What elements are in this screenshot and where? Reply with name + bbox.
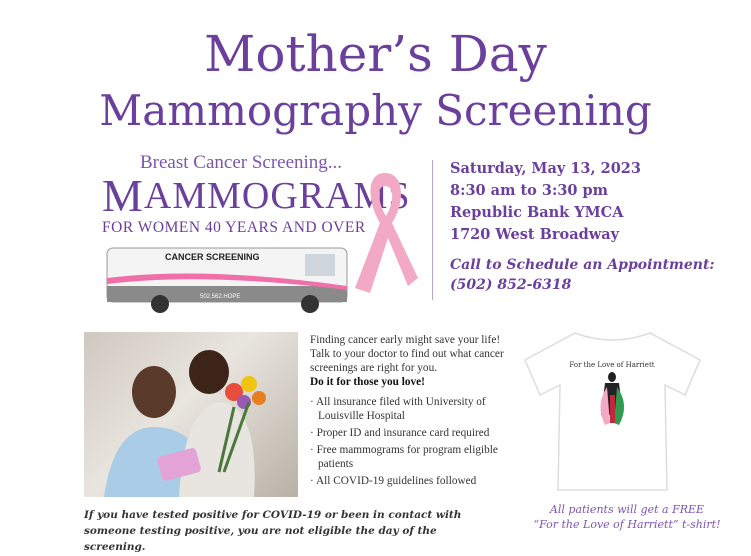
mother-daughter-photo — [84, 332, 298, 497]
body-text — [310, 333, 515, 491]
headline-rest: AMMOGRAMS — [143, 175, 411, 217]
bus-label: CANCER SCREENING — [165, 252, 260, 262]
headline-initial: M — [102, 170, 144, 221]
event-venue: Republic Bank YMCA — [450, 204, 624, 221]
pink-ribbon-icon — [350, 168, 420, 298]
shirt-print-text: For the Love of Harriett — [569, 361, 655, 369]
event-time: 8:30 am to 3:30 pm — [450, 182, 609, 199]
shirt-caption — [508, 502, 746, 532]
call-label: Call to Schedule an Appointment: — [450, 257, 715, 273]
caption-line-2: “For the Love of Harriett” t-shirt! — [533, 518, 721, 531]
promo-audience: FOR WOMEN 40 YEARS AND OVER — [102, 219, 366, 236]
emphasis-text: Do it for those you love! — [310, 376, 425, 388]
covid-notice: If you have tested positive for COVID-19 or been in contact with someone testing positive, you are not eligible the day of the screening. — [84, 509, 462, 553]
event-date: Saturday, May 13, 2023 — [450, 160, 641, 177]
bus-phone: 502.562.HOPE — [200, 294, 241, 300]
event-address: 1720 West Broadway — [450, 226, 620, 243]
list-item: · Proper ID and insurance card required — [310, 426, 515, 440]
mobile-screening-bus-image — [105, 240, 365, 316]
divider — [432, 160, 433, 300]
tshirt-image — [515, 325, 710, 495]
promo-subtitle: Breast Cancer Screening... — [140, 152, 343, 173]
list-item: · Free mammograms for program eligible patients — [310, 443, 515, 471]
caption-line-1: All patients will get a FREE — [549, 503, 705, 516]
list-item: · All insurance filed with University of Louisville Hospital — [310, 395, 515, 423]
intro-text: Finding cancer early might save your life! Talk to your doctor to find out what cancer screenings are right for you. — [310, 334, 504, 374]
phone-number[interactable]: (502) 852-6318 — [450, 277, 572, 293]
title-line-2: Mammography Screening — [99, 86, 652, 135]
benefits-list — [310, 395, 515, 488]
list-item: · All COVID-19 guidelines followed — [310, 474, 515, 488]
title-line-1: Mother’s Day — [204, 25, 547, 83]
